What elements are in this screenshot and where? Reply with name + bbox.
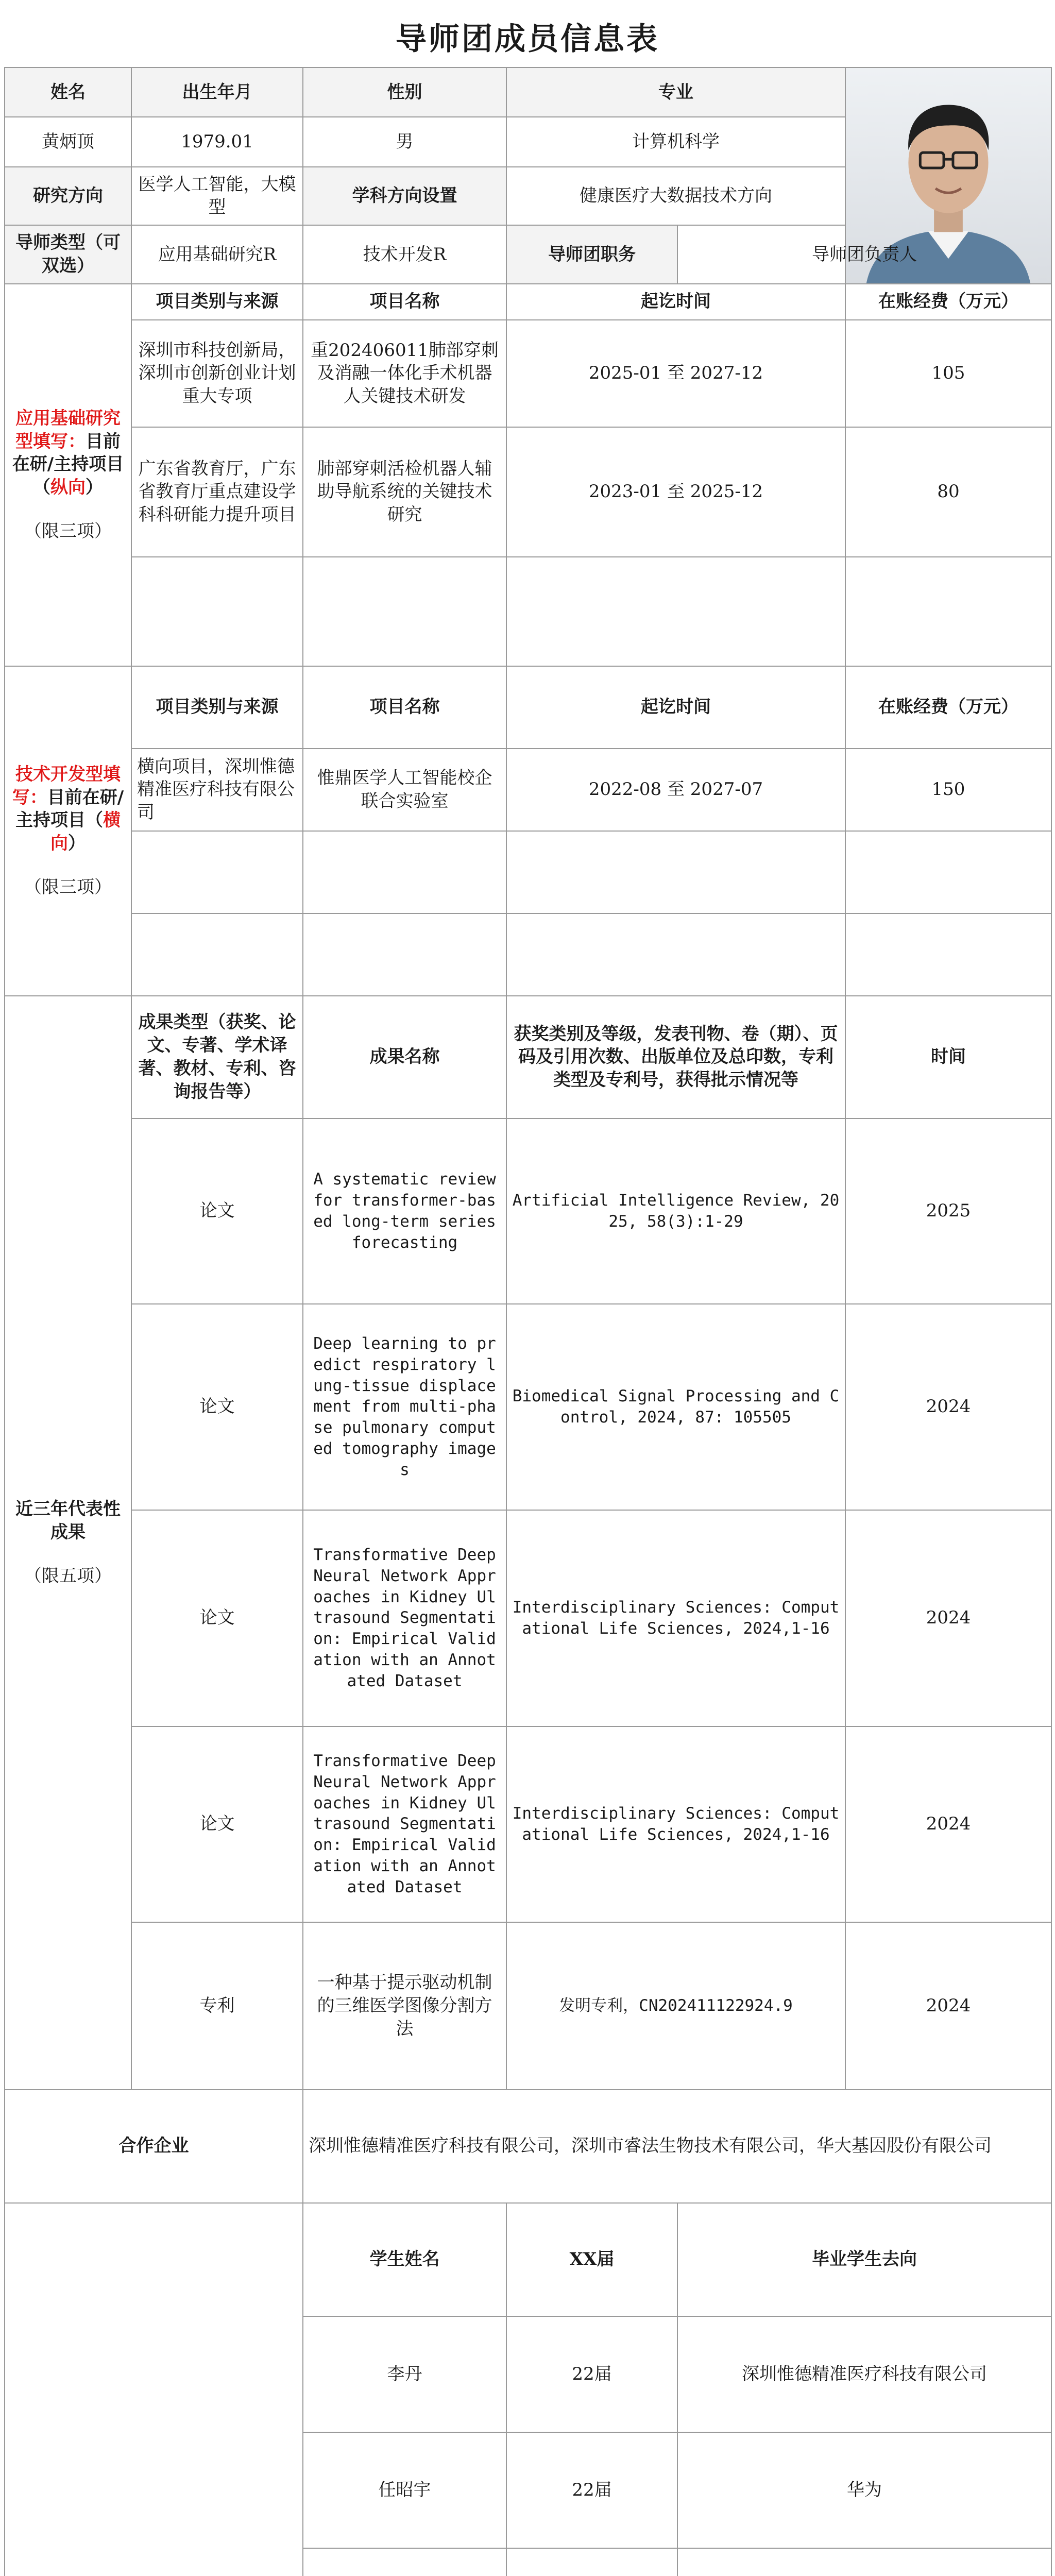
achievement-time: 2024 [845,1510,1051,1726]
project-funding: 80 [845,427,1051,557]
major-value: 计算机科学 [506,117,845,166]
student-name: 李丹 [303,2316,506,2432]
achievement-detail: Interdisciplinary Sciences: Computational Life Sciences, 2024,1-16 [506,1510,845,1726]
position-value: 导师团负责人 [677,225,1051,284]
table-row [5,749,1051,831]
achievements-title: 近三年代表性成果 （限五项） [5,996,131,2090]
project-period: 2023-01 至 2025-12 [506,427,845,557]
gender-label: 性别 [303,67,506,117]
project-name: 惟鼎医学人工智能校企联合实验室 [303,749,506,831]
header-project-type: 项目类别与来源 [131,284,303,320]
student-year: 22届 [506,2316,677,2432]
achievement-name: Transformative Deep Neural Network Approaches in Kidney Ultrasound Segmentation: Empirical Validation with an Annotated Dataset [303,1510,506,1726]
achievement-detail: Artificial Intelligence Review, 2025, 58(3):1-29 [506,1118,845,1304]
header-funding: 在账经费（万元） [845,284,1051,320]
gender-value: 男 [303,117,506,166]
project-name: 重202406011肺部穿刺及消融一体化手术机器人关键技术研发 [303,320,506,427]
info-table [4,67,1052,2576]
table-row [5,320,1051,427]
name-label: 姓名 [5,67,131,117]
header-achievement-name: 成果名称 [303,996,506,1118]
table-row-empty [5,557,1051,666]
achievement-name: Deep learning to predict respiratory lung-tissue displacement from multi-phase pulmonary computed tomography images [303,1304,506,1510]
header-project-name: 项目名称 [303,284,506,320]
partners-value: 深圳惟德精准医疗科技有限公司，深圳市睿法生物技术有限公司，华大基因股份有限公司 [303,2090,1051,2203]
student-year: 22届 [506,2432,677,2548]
project-source: 横向项目，深圳惟德精准医疗科技有限公司 [131,749,303,831]
table-row [5,427,1051,557]
direction-label: 研究方向 [5,167,131,226]
type-value-2: 技术开发R [303,225,506,284]
header-project-type: 项目类别与来源 [131,666,303,749]
tech-dev-title: 技术开发型填写：目前在研/主持项目（横向） （限三项） [5,666,131,996]
header-achievement-type: 成果类型（获奖、论文、专著、学术译著、教材、专利、咨询报告等） [131,996,303,1118]
tech-dev-limit: （限三项） [24,877,112,898]
major-label: 专业 [506,67,845,117]
student-destination: 深圳惟德精准医疗科技有限公司 [677,2316,1051,2432]
student-year [506,2548,677,2576]
name-value: 黄炳顶 [5,117,131,166]
discipline-value: 健康医疗大数据技术方向 [506,167,845,226]
achievement-time: 2024 [845,1304,1051,1510]
header-funding: 在账经费（万元） [845,666,1051,749]
project-source: 深圳市科技创新局，深圳市创新创业计划重大专项 [131,320,303,427]
birth-value: 1979.01 [131,117,303,166]
discipline-label: 学科方向设置 [303,167,506,226]
student-destination: 华为 [677,2432,1051,2548]
header-period: 起讫时间 [506,666,845,749]
project-period: 2022-08 至 2027-07 [506,749,845,831]
type-label: 导师类型（可双选） [5,225,131,284]
table-row-empty [5,831,1051,913]
header-project-name: 项目名称 [303,666,506,749]
project-funding: 105 [845,320,1051,427]
project-funding: 150 [845,749,1051,831]
achievement-type: 论文 [131,1510,303,1726]
type-value-1: 应用基础研究R [131,225,303,284]
achievement-time: 2024 [845,1922,1051,2090]
student-name: 任昭宇 [303,2432,506,2548]
table-row [5,1510,1051,1726]
direction-value: 医学人工智能，大模型 [131,167,303,226]
student-name [303,2548,506,2576]
basic-research-title: 应用基础研究型填写：目前在研/主持项目（纵向） （限三项） [5,284,131,666]
project-period: 2025-01 至 2027-12 [506,320,845,427]
header-student-name: 学生姓名 [303,2203,506,2316]
header-time: 时间 [845,996,1051,1118]
achievement-type: 论文 [131,1726,303,1922]
table-row-empty [5,913,1051,996]
achievement-name: 一种基于提示驱动机制的三维医学图像分割方法 [303,1922,506,2090]
position-label: 导师团职务 [506,225,677,284]
achievement-type: 专利 [131,1922,303,2090]
achievement-time: 2024 [845,1726,1051,1922]
achievement-type: 论文 [131,1304,303,1510]
birth-label: 出生年月 [131,67,303,117]
table-row [5,1726,1051,1922]
table-row [5,1304,1051,1510]
achievement-detail: Interdisciplinary Sciences: Computational Life Sciences, 2024,1-16 [506,1726,845,1922]
student-destination [677,2548,1051,2576]
project-name: 肺部穿刺活检机器人辅助导航系统的关键技术研究 [303,427,506,557]
partners-label: 合作企业 [5,2090,303,2203]
achievement-time: 2025 [845,1118,1051,1304]
header-student-year: XX届 [506,2203,677,2316]
page-title: 导师团成员信息表 [396,21,659,57]
achievement-detail: 发明专利，CN202411122924.9 [506,1922,845,2090]
achievement-type: 论文 [131,1118,303,1304]
header-achievement-detail: 获奖类别及等级，发表刊物、卷（期）、页码及引用次数、出版单位及总印数，专利类型及专利号，获得批示情况等 [506,996,845,1118]
achievement-name: A systematic review for transformer-based long-term series forecasting [303,1118,506,1304]
header-student-destination: 毕业学生去向 [677,2203,1051,2316]
achievement-name: Transformative Deep Neural Network Approaches in Kidney Ultrasound Segmentation: Empirical Validation with an Annotated Dataset [303,1726,506,1922]
basic-research-limit: （限三项） [24,521,112,542]
table-row [5,1922,1051,2090]
graduates-label [5,2203,303,2576]
project-source: 广东省教育厅，广东省教育厅重点建设学科科研能力提升项目 [131,427,303,557]
achievements-limit: （限五项） [24,1565,112,1586]
table-row [5,1118,1051,1304]
achievement-detail: Biomedical Signal Processing and Control, 2024, 87: 105505 [506,1304,845,1510]
header-period: 起讫时间 [506,284,845,320]
